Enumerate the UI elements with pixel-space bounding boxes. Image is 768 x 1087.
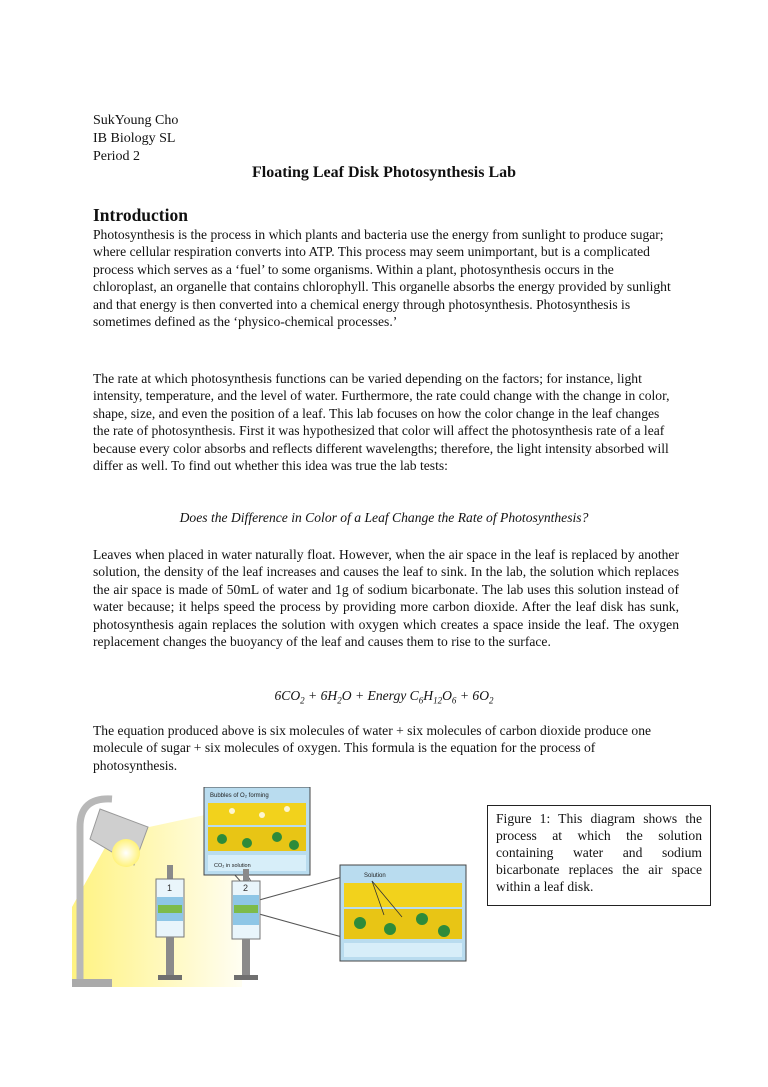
magnified-leaf-solution — [340, 865, 466, 961]
intro-paragraph-2: The rate at which photosynthesis functions can be varied depending on the factors; for instance, light intensity, temperature, and the level of water. Furthermore, the rate could change with the change in color, shape, size, and even the position of a leaf. This lab focuses on how the color change in the leaf changes the rate of photosynthesis. First it was hypothesized that color will affect the photosynthesis rate of a leaf because every color absorbs and reflects different wavelengths; therefore, the light intensity absorbed will differ as well. To find out whether this idea was true the lab tests: — [93, 371, 670, 474]
intro-paragraph-1: Photosynthesis is the process in which plants and bacteria use the energy from sunlight to produce sugar; where cellular respiration converts into ATP. This process may seem unimportant, but is a complicated process which serves as a ‘fuel’ to some organisms. Within a plant, photosynthesis occurs in the chloroplast, an organelle that contains chlorophyll. This organelle absorbs the energy provided by sunlight and that energy is then converted into a chemical energy through photosynthesis. Photosynthesis is sometimes defined as the ‘physico-chemical processes.’ — [93, 227, 671, 330]
magnified-leaf-oxygen — [204, 787, 310, 875]
syringe-label-2: 2 — [243, 883, 249, 893]
eq-part: O — [442, 688, 452, 703]
label-bubbles: Bubbles of O₂ forming — [210, 793, 269, 799]
leaf-disk-diagram — [72, 787, 484, 987]
eq-sub: 2 — [300, 695, 305, 706]
figure-caption: Figure 1: This diagram shows the process at which the solution containing water and sodium bicarbonate replaces the air space within a leaf disk. — [487, 805, 711, 906]
page-title: Floating Leaf Disk Photosynthesis Lab — [251, 164, 517, 181]
author-block — [93, 112, 178, 166]
eq-part: + 6H — [304, 688, 338, 703]
eq-sub: 12 — [433, 695, 443, 706]
eq-sub: 2 — [489, 695, 494, 706]
label-solution: Solution — [364, 873, 386, 879]
intro-paragraph-3: Leaves when placed in water naturally float. However, when the air space in the leaf is replaced by another solution, the density of the leaf increases and causes the leaf to sink. In the lab, the solution which replaces the air space is made of 50mL of water and 1g of sodium bicarbonate. The lab uses this solution instead of water because; it helps speed the process by providing more carbon dioxide. After the leaf disk has sunk, photosynthesis again replaces the solution with oxygen which creates a space inside the leaf. The oxygen replacement changes the buoyancy of the leaf and causes them to rise to the surface. — [93, 547, 679, 650]
eq-part: + 6O — [456, 688, 490, 703]
section-heading: Introduction — [93, 205, 188, 225]
eq-sub: 6 — [451, 695, 457, 706]
eq-part: 6CO — [274, 688, 301, 703]
course-name: IB Biology SL — [93, 131, 176, 146]
research-question: Does the Difference in Color of a Leaf Change the Rate of Photosynthesis? — [179, 510, 589, 525]
author-name: SukYoung Cho — [93, 113, 179, 128]
class-period: Period 2 — [93, 149, 141, 164]
eq-part: H — [423, 688, 434, 703]
eq-part: O + Energy C — [341, 688, 419, 703]
eq-sub: 2 — [337, 695, 342, 706]
eq-sub: 6 — [418, 695, 424, 706]
photosynthesis-equation — [0, 688, 768, 706]
syringe-label-1: 1 — [167, 883, 173, 893]
intro-paragraph-4: The equation produced above is six molecules of water + six molecules of carbon dioxide produce one molecule of sugar + six molecules of oxygen. This formula is the equation for the process of photosynthesis. — [93, 723, 652, 773]
label-co2: CO₂ in solution — [214, 863, 251, 869]
